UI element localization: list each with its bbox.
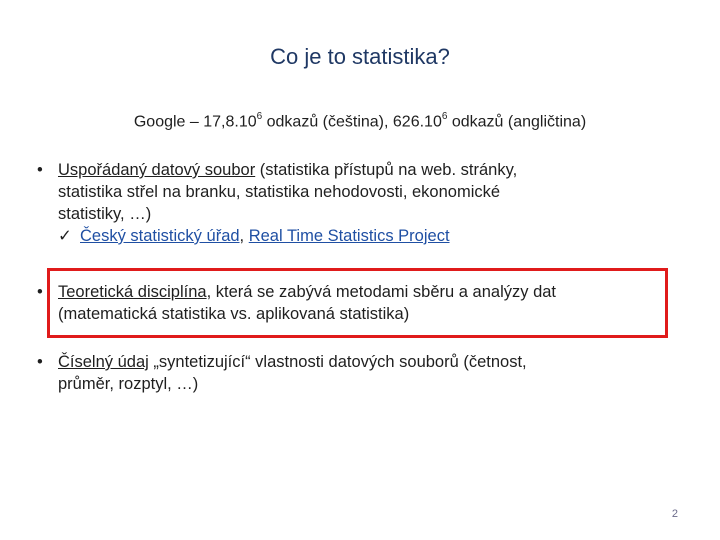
link-real-time-statistics-project[interactable]: Real Time Statistics Project: [248, 227, 450, 245]
bullet-line: [58, 351, 658, 373]
exponent-2: 6: [441, 111, 448, 122]
bullet-point-icon: •: [37, 161, 43, 179]
bullet-line: statistiky, …): [58, 205, 152, 223]
links-line: [58, 225, 658, 247]
google-stats-part-1: Google – 17,8.10: [133, 113, 257, 131]
page-number: 2: [671, 508, 678, 520]
term-numeric-value: Číselný údaj: [58, 353, 149, 371]
bullet-text: [58, 351, 658, 395]
checkmark-icon: ✓: [58, 227, 72, 245]
bullet-point-icon: •: [37, 283, 43, 301]
link-separator: ,: [239, 227, 249, 245]
bullet-line: průměr, rozptyl, …): [58, 375, 199, 393]
bullet-continuation: , která se zabývá metodami sběru a analýzy dat: [206, 283, 557, 301]
bullet-line: [58, 159, 658, 181]
slide-title: Co je to statistika?: [270, 44, 450, 69]
bullet-text: [58, 281, 658, 325]
bullet-line: (matematická statistika vs. aplikovaná statistika): [58, 305, 410, 323]
term-theoretical-discipline: Teoretická disciplína: [58, 283, 207, 301]
google-stats-line: [0, 112, 720, 131]
exponent-1: 6: [256, 111, 263, 122]
bullet-line: statistika střel na branku, statistika nehodovosti, ekonomické: [58, 183, 501, 201]
link-czech-statistical-office[interactable]: Český statistický úřad: [80, 227, 240, 245]
google-stats-part-2: odkazů (čeština), 626.10: [262, 113, 442, 131]
google-stats-part-3: odkazů (angličtina): [447, 113, 587, 131]
bullet-continuation: „syntetizující“ vlastnosti datových souborů (četnost,: [148, 353, 527, 371]
bullet-continuation: (statistika přístupů na web. stránky,: [255, 161, 518, 179]
term-ordered-data-set: Uspořádaný datový soubor: [58, 161, 256, 179]
bullet-line: [58, 281, 658, 303]
bullet-point-icon: •: [37, 353, 43, 371]
bullet-text: [58, 159, 658, 247]
